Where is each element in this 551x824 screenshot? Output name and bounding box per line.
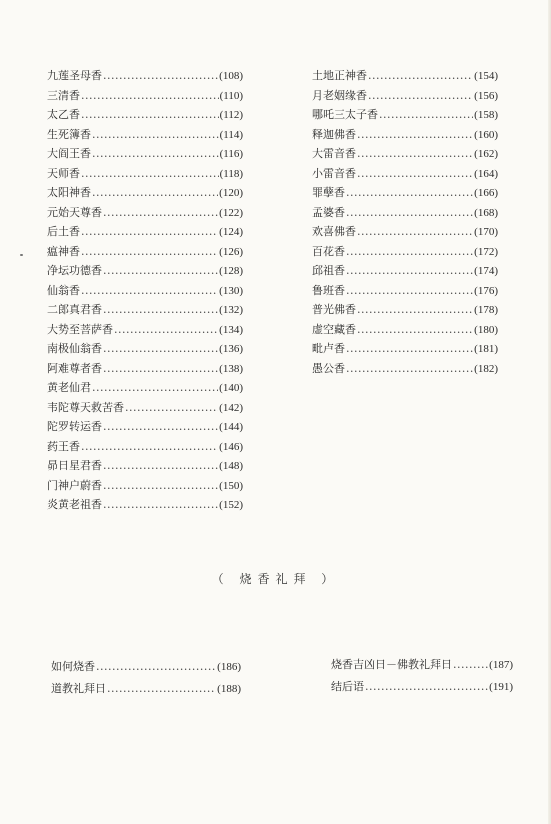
toc-page-number: (168) [474, 206, 498, 219]
toc-page-number: (164) [474, 167, 498, 180]
toc-page-number: (130) [219, 284, 243, 297]
toc-entry[interactable] [47, 281, 243, 301]
toc-entry[interactable] [312, 164, 498, 184]
toc-leader-dots [81, 86, 219, 106]
toc-entry[interactable] [312, 86, 498, 106]
page-mark [20, 254, 23, 256]
toc-entry[interactable] [331, 676, 513, 698]
toc-leader-dots [81, 281, 218, 301]
toc-entry-title: 道教礼拜日 [51, 682, 106, 695]
toc-entry[interactable] [47, 183, 243, 203]
toc-page-number: (158) [474, 109, 498, 121]
toc-page-number: (160) [474, 128, 498, 141]
toc-entry[interactable] [47, 164, 243, 184]
toc-page-number: (188) [217, 683, 241, 695]
toc-page-number: (122) [219, 206, 243, 219]
toc-entry[interactable] [312, 242, 498, 262]
toc-entry-title: 净坛功德香 [47, 264, 102, 277]
toc-entry-title: 愚公香 [312, 361, 345, 375]
toc-page-number: (162) [474, 148, 498, 160]
toc-leader-dots [379, 105, 473, 125]
toc-page-number: (182) [474, 362, 498, 375]
toc-page-number: (108) [219, 70, 243, 82]
toc-page-number: (114) [219, 128, 243, 141]
toc-leader-dots [346, 242, 473, 262]
toc-entry-title: 鲁班香 [312, 283, 345, 297]
toc-leader-dots [453, 654, 488, 676]
toc-entry[interactable] [47, 86, 243, 106]
toc-leader-dots [81, 105, 219, 125]
toc-leader-dots [346, 261, 473, 281]
toc-bottom-left [51, 656, 241, 700]
toc-leader-dots [103, 456, 218, 476]
toc-leader-dots [92, 378, 218, 398]
toc-entry-title: 仙翁香 [47, 283, 80, 297]
toc-leader-dots [357, 144, 473, 164]
toc-entry-title: 太乙香 [47, 108, 80, 121]
toc-entry-title: 小雷音香 [312, 166, 356, 180]
toc-entry[interactable] [47, 125, 243, 145]
toc-entry-title: 九莲圣母香 [47, 69, 102, 82]
toc-leader-dots [346, 183, 473, 203]
toc-entry[interactable] [312, 300, 498, 320]
toc-leader-dots [346, 281, 473, 301]
toc-entry-title: 大雷音香 [312, 147, 356, 160]
toc-leader-dots [103, 495, 218, 515]
toc-entry[interactable] [312, 222, 498, 242]
toc-leader-dots [103, 359, 218, 379]
toc-entry[interactable] [312, 320, 498, 340]
toc-leader-dots [365, 676, 488, 698]
toc-leader-dots [368, 86, 473, 106]
toc-page-number: (152) [219, 499, 243, 511]
toc-leader-dots [357, 125, 473, 145]
toc-page-number: (172) [474, 245, 498, 258]
toc-entry[interactable] [47, 105, 243, 125]
toc-entry-title: 南极仙翁香 [47, 342, 102, 355]
toc-entry[interactable] [312, 105, 498, 125]
toc-entry-title: 毗卢香 [312, 342, 345, 355]
toc-entry[interactable] [47, 144, 243, 164]
toc-entry[interactable] [47, 417, 243, 437]
toc-entry[interactable] [312, 144, 498, 164]
toc-entry-title: 韦陀尊天救苦香 [47, 400, 124, 414]
toc-leader-dots [114, 320, 218, 340]
toc-entry-title: 如何烧香 [51, 660, 95, 673]
toc-page-number: (187) [489, 659, 513, 671]
toc-leader-dots [92, 144, 219, 164]
toc-page-number: (166) [474, 187, 498, 199]
toc-page-number: (186) [217, 661, 241, 673]
toc-entry[interactable] [312, 125, 498, 145]
toc-entry-title: 孟婆香 [312, 205, 345, 219]
toc-entry[interactable] [47, 378, 243, 398]
toc-page-number: (176) [474, 284, 498, 297]
toc-entry[interactable] [47, 242, 243, 262]
toc-entry-title: 二郎真君香 [47, 303, 102, 316]
toc-leader-dots [103, 261, 218, 281]
toc-entry-title: 普光佛香 [312, 303, 356, 316]
toc-entry-title: 月老姻缘香 [312, 88, 367, 102]
toc-entry-title: 三清香 [47, 88, 80, 102]
toc-entry-title: 昴日星君香 [47, 459, 102, 472]
toc-entry-title: 阿难尊者香 [47, 361, 102, 375]
toc-entry-title: 大阎王香 [47, 147, 91, 160]
toc-page-number: (154) [474, 70, 498, 82]
toc-leader-dots [103, 300, 218, 320]
toc-entry[interactable] [312, 281, 498, 301]
toc-leader-dots [81, 222, 218, 242]
toc-bottom-right [331, 654, 513, 698]
toc-entry-title: 土地正神香 [312, 69, 367, 82]
toc-leader-dots [357, 320, 473, 340]
toc-page-number: (146) [219, 440, 243, 453]
toc-leader-dots [81, 437, 218, 457]
toc-entry-title: 黄老仙君 [47, 381, 91, 394]
toc-page-number: (116) [219, 148, 243, 160]
toc-entry[interactable] [47, 320, 243, 340]
toc-entry[interactable] [47, 261, 243, 281]
toc-entry[interactable] [47, 66, 243, 86]
toc-entry[interactable] [331, 654, 513, 676]
toc-entry-title: 百花香 [312, 244, 345, 258]
toc-left-column [47, 66, 243, 515]
toc-leader-dots [103, 417, 218, 437]
toc-page-number: (136) [219, 343, 243, 355]
toc-leader-dots [357, 222, 473, 242]
toc-entry-title: 门神户蔚香 [47, 478, 102, 492]
toc-entry[interactable] [312, 359, 498, 379]
toc-entry-title: 大势至菩萨香 [47, 322, 113, 336]
toc-leader-dots [103, 476, 218, 496]
toc-leader-dots [107, 678, 216, 700]
toc-page-number: (142) [219, 401, 243, 414]
toc-entry-title: 瘟神香 [47, 244, 80, 258]
toc-page-number: (134) [219, 323, 243, 336]
toc-page-number: (181) [474, 343, 498, 355]
toc-entry[interactable] [312, 183, 498, 203]
toc-page-number: (144) [219, 421, 243, 433]
toc-entry[interactable] [47, 437, 243, 457]
toc-leader-dots [125, 398, 218, 418]
toc-entry-title: 元始天尊香 [47, 205, 102, 219]
toc-page-number: (150) [219, 479, 243, 492]
toc-page-number: (110) [219, 89, 243, 102]
toc-entry-title: 欢喜佛香 [312, 225, 356, 238]
toc-entry[interactable] [47, 456, 243, 476]
toc-entry[interactable] [47, 359, 243, 379]
toc-entry-title: 生死簿香 [47, 127, 91, 141]
toc-entry-title: 后土香 [47, 225, 80, 238]
toc-entry-title: 释迦佛香 [312, 127, 356, 141]
toc-leader-dots [357, 164, 473, 184]
toc-page-number: (120) [219, 187, 243, 199]
toc-entry[interactable] [312, 66, 498, 86]
toc-leader-dots [103, 203, 218, 223]
toc-page-number: (118) [219, 167, 243, 180]
toc-entry[interactable] [47, 300, 243, 320]
toc-leader-dots [96, 656, 216, 678]
toc-page-number: (156) [474, 89, 498, 102]
toc-page-number: (191) [489, 681, 513, 693]
toc-entry-title: 结后语 [331, 680, 364, 693]
toc-right-column [312, 66, 498, 378]
toc-page-number: (128) [219, 265, 243, 277]
toc-page-number: (174) [474, 265, 498, 277]
toc-entry-title: 哪吒三太子香 [312, 108, 378, 121]
toc-leader-dots [92, 125, 219, 145]
toc-entry-title: 太阳神香 [47, 186, 91, 199]
toc-leader-dots [92, 183, 218, 203]
toc-page-number: (148) [219, 460, 243, 472]
toc-leader-dots [346, 359, 473, 379]
toc-page-number: (124) [219, 226, 243, 238]
toc-entry[interactable] [312, 339, 498, 359]
toc-page-number: (180) [474, 323, 498, 336]
toc-leader-dots [368, 66, 473, 86]
toc-page-number: (170) [474, 226, 498, 238]
toc-entry[interactable] [51, 678, 241, 700]
toc-entry-title: 陀罗转运香 [47, 420, 102, 433]
toc-entry[interactable] [47, 398, 243, 418]
toc-entry[interactable] [312, 203, 498, 223]
toc-leader-dots [81, 242, 218, 262]
toc-leader-dots [346, 339, 473, 359]
toc-page-number: (138) [219, 362, 243, 375]
toc-entry-title: 虚空藏香 [312, 322, 356, 336]
section-heading: （ 烧香礼拜 ） [211, 572, 340, 586]
toc-entry-title: 天师香 [47, 166, 80, 180]
toc-entry-title: 烧香吉凶日－佛教礼拜日 [331, 658, 452, 671]
toc-entry[interactable] [47, 222, 243, 242]
toc-entry-title: 邱祖香 [312, 264, 345, 277]
toc-leader-dots [357, 300, 473, 320]
toc-entry-title: 药王香 [47, 439, 80, 453]
toc-page-number: (126) [219, 245, 243, 258]
toc-page-number: (132) [219, 304, 243, 316]
toc-entry[interactable] [47, 339, 243, 359]
toc-leader-dots [103, 339, 218, 359]
toc-entry[interactable] [47, 476, 243, 496]
toc-entry[interactable] [51, 656, 241, 678]
toc-entry-title: 罪孽香 [312, 186, 345, 199]
toc-page-number: (140) [219, 382, 243, 394]
toc-leader-dots [103, 66, 218, 86]
toc-entry[interactable] [47, 495, 243, 515]
toc-entry[interactable] [312, 261, 498, 281]
toc-page-number: (112) [219, 109, 243, 121]
toc-page-number: (178) [474, 304, 498, 316]
toc-leader-dots [346, 203, 473, 223]
toc-entry[interactable] [47, 203, 243, 223]
toc-leader-dots [81, 164, 219, 184]
toc-entry-title: 炎黄老祖香 [47, 498, 102, 511]
